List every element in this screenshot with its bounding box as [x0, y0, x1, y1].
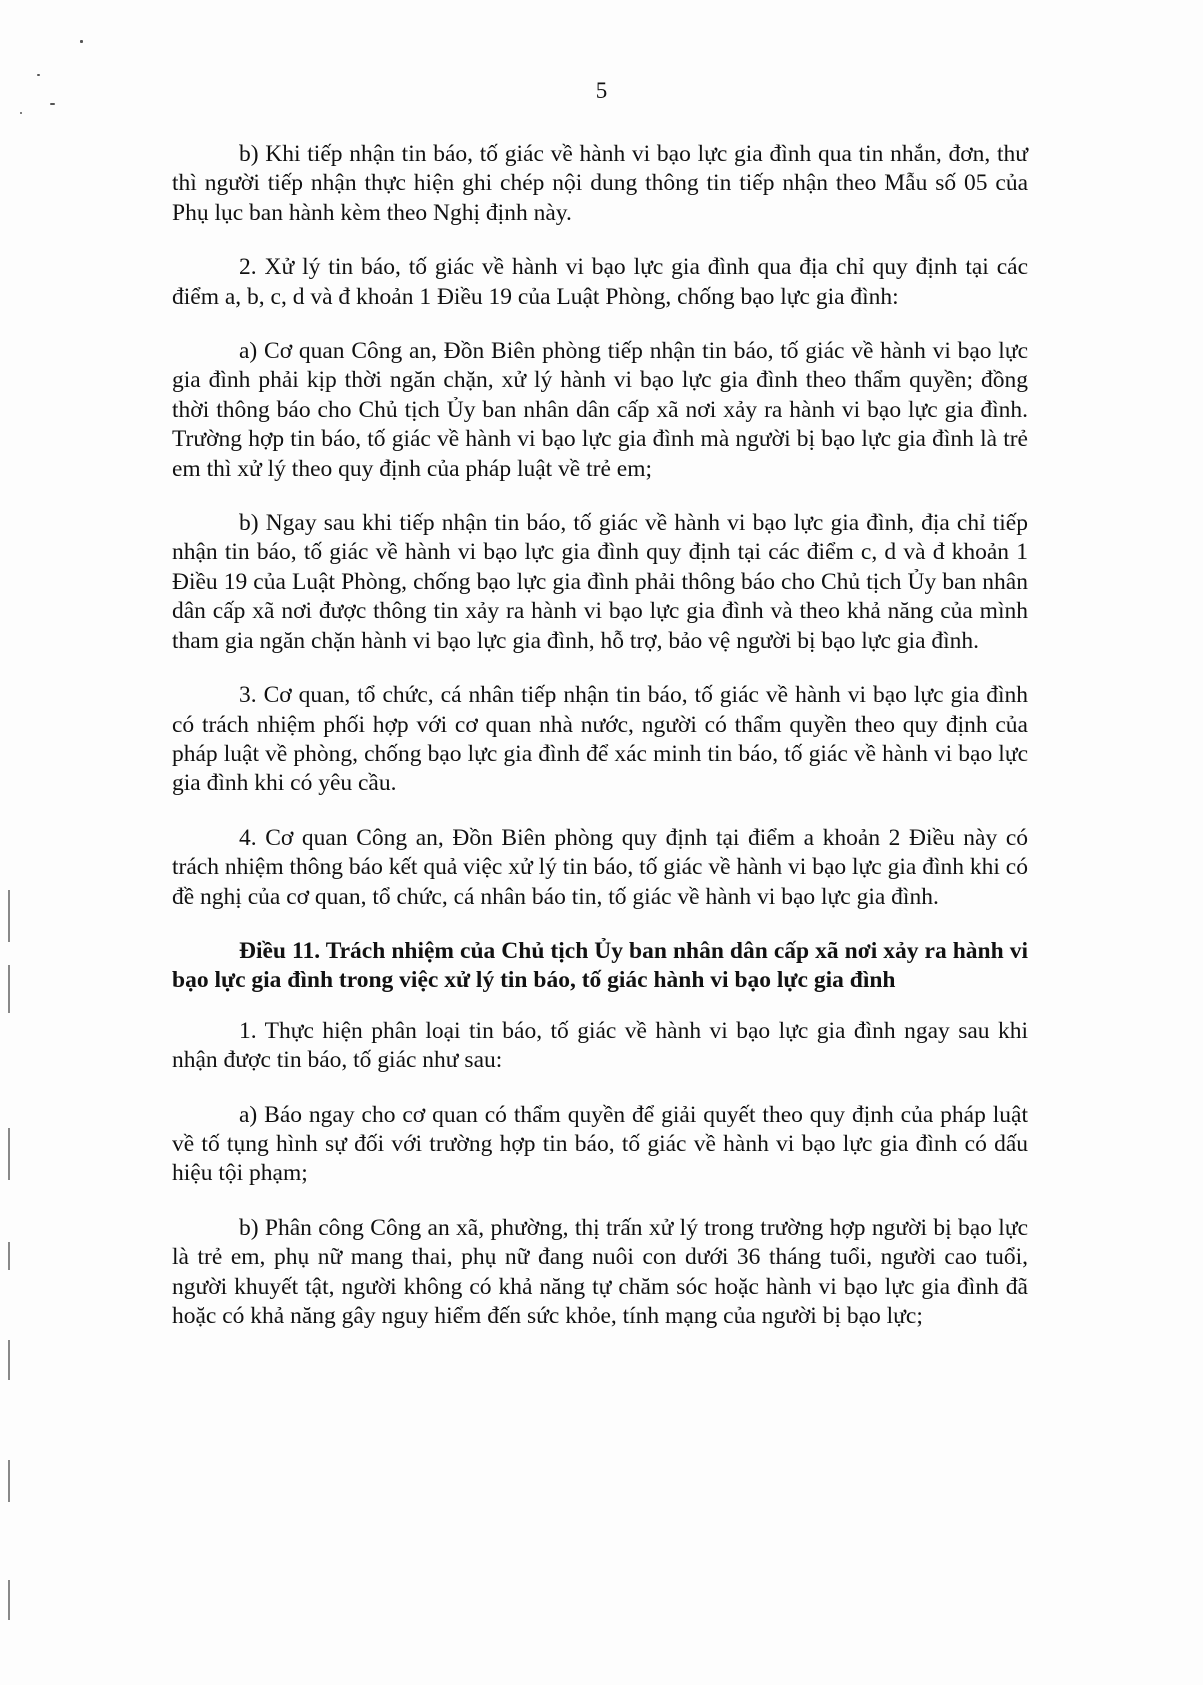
- scan-margin-line: [8, 1580, 10, 1620]
- paragraph: b) Ngay sau khi tiếp nhận tin báo, tố giác về hành vi bạo lực gia đình, địa chỉ tiếp nhận tin báo, tố giác về hành vi bạo lực gia đình quy định tại các điểm c, d và đ khoản 1 Điều 19 của Luật Phòng, chống bạo lực gia đình phải thông báo cho Chủ tịch Ủy ban nhân dân cấp xã nơi được thông tin xảy ra hành vi bạo lực gia đình và theo khả năng của mình tham gia ngăn chặn hành vi bạo lực gia đình, hỗ trợ, bảo vệ người bị bạo lực gia đình.: [172, 510, 1028, 654]
- scan-margin-line: [8, 890, 10, 942]
- paragraph: 1. Thực hiện phân loại tin báo, tố giác về hành vi bạo lực gia đình ngay sau khi nhận được tin báo, tố giác như sau:: [172, 1017, 1028, 1074]
- scan-speck: [20, 112, 22, 114]
- scan-margin-line: [8, 965, 10, 1013]
- paragraph: b) Phân công Công an xã, phường, thị trấn xử lý trong trường hợp người bị bạo lực là trẻ em, phụ nữ mang thai, phụ nữ đang nuôi con dưới 36 tháng tuổi, người cao tuổi, người khuyết tật, người không có khả năng tự chăm sóc hoặc hành vi bạo lực gia đình đã hoặc có khả năng gây nguy hiểm đến sức khỏe, tính mạng của người bị bạo lực;: [172, 1214, 1028, 1329]
- scan-margin-line: [8, 1340, 10, 1380]
- paragraph: a) Cơ quan Công an, Đồn Biên phòng tiếp nhận tin báo, tố giác về hành vi bạo lực gia đình phải kịp thời ngăn chặn, xử lý hành vi bạo lực gia đình theo thẩm quyền; đồng thời thông báo cho Chủ tịch Ủy ban nhân dân cấp xã nơi xảy ra hành vi bạo lực gia đình. Trường hợp tin báo, tố giác về hành vi bạo lực gia đình mà người bị bạo lực gia đình là trẻ em thì xử lý theo quy định của pháp luật về trẻ em;: [172, 338, 1028, 482]
- scan-speck: [37, 74, 40, 76]
- scan-margin-line: [8, 1242, 10, 1270]
- paragraph: 2. Xử lý tin báo, tố giác về hành vi bạo lực gia đình qua địa chỉ quy định tại các điểm a, b, c, d và đ khoản 1 Điều 19 của Luật Phòng, chống bạo lực gia đình:: [172, 254, 1028, 310]
- scan-margin-line: [8, 1128, 10, 1180]
- article-heading: Điều 11. Trách nhiệm của Chủ tịch Ủy ban nhân dân cấp xã nơi xảy ra hành vi bạo lực gia đình trong việc xử lý tin báo, tố giác hành vi bạo lực gia đình: [172, 937, 1028, 994]
- scan-speck: [80, 40, 83, 43]
- page-number: 5: [595, 78, 608, 103]
- paragraph: 4. Cơ quan Công an, Đồn Biên phòng quy định tại điểm a khoản 2 Điều này có trách nhiệm thông báo kết quả việc xử lý tin báo, tố giác về hành vi bạo lực gia đình khi có đề nghị của cơ quan, tổ chức, cá nhân báo tin, tố giác về hành vi bạo lực gia đình.: [172, 824, 1028, 910]
- scan-margin-line: [8, 1460, 10, 1502]
- document-body: [172, 140, 1028, 1356]
- paragraph: b) Khi tiếp nhận tin báo, tố giác về hành vi bạo lực gia đình qua tin nhắn, đơn, thư thì người tiếp nhận thực hiện ghi chép nội dung thông tin tiếp nhận theo Mẫu số 05 của Phụ lục ban hành kèm theo Nghị định này.: [172, 141, 1028, 226]
- paragraph: 3. Cơ quan, tổ chức, cá nhân tiếp nhận tin báo, tố giác về hành vi bạo lực gia đình có trách nhiệm phối hợp với cơ quan nhà nước, người có thẩm quyền theo quy định của pháp luật về phòng, chống bạo lực gia đình để xác minh tin báo, tố giác về hành vi bạo lực gia đình khi có yêu cầu.: [172, 682, 1028, 797]
- paragraph: a) Báo ngay cho cơ quan có thẩm quyền để giải quyết theo quy định của pháp luật về tố tụng hình sự đối với trường hợp tin báo, tố giác về hành vi bạo lực gia đình có dấu hiệu tội phạm;: [172, 1101, 1028, 1187]
